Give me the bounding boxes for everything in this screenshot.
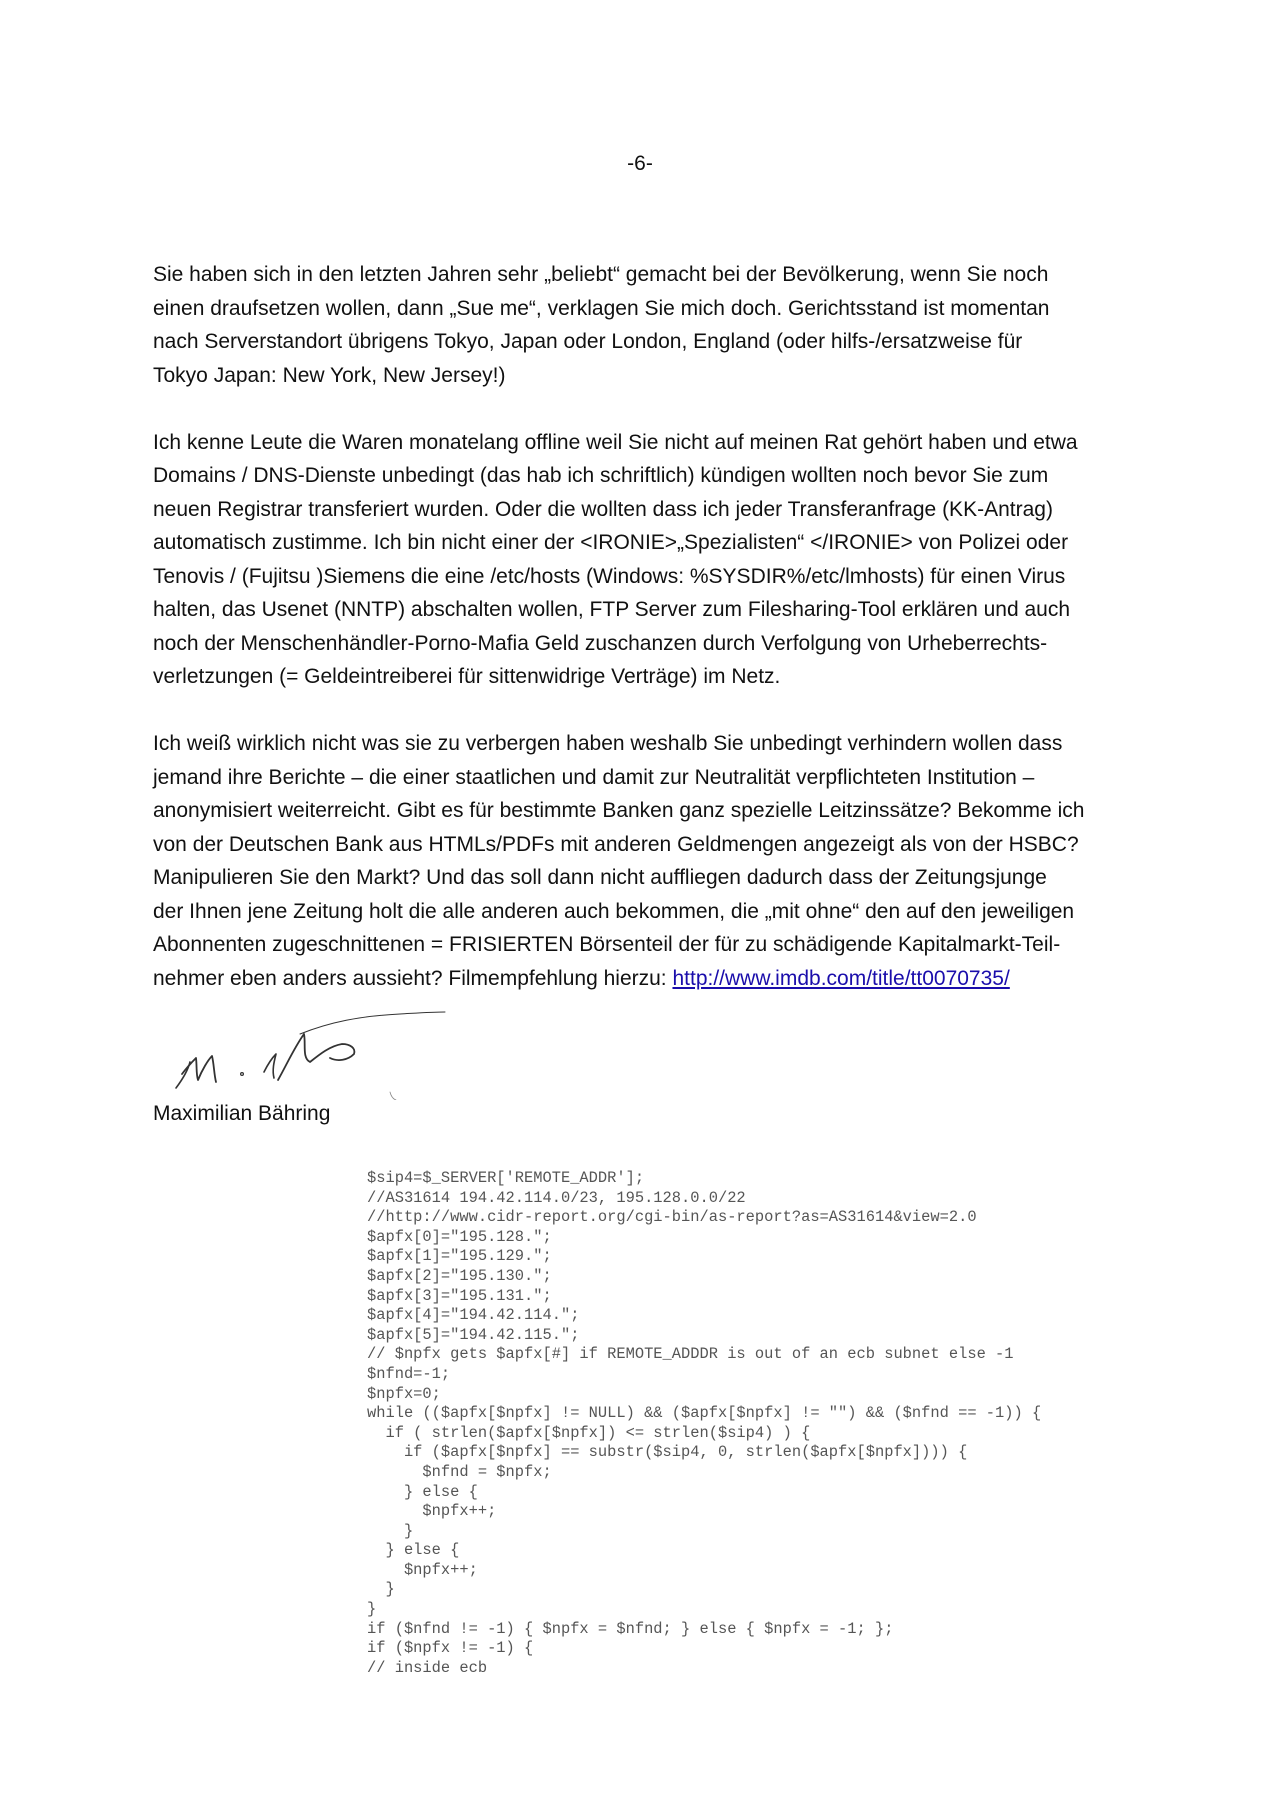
paragraph-1 [153, 258, 1133, 392]
code-line: $apfx[1]="195.129."; [367, 1247, 552, 1266]
text-line: von der Deutschen Bank aus HTMLs/PDFs mit anderen Geldmengen angezeigt als von der HSBC? [153, 832, 1079, 856]
code-listing [367, 1169, 1041, 1678]
code-line: //AS31614 194.42.114.0/23, 195.128.0.0/22 [367, 1188, 746, 1207]
text-line: noch der Menschenhändler-Porno-Mafia Geld zuschanzen durch Verfolgung von Urheberrechts- [153, 631, 1048, 655]
code-line: while (($apfx[$npfx] != NULL) && ($apfx[$npfx] != "") && ($nfnd == -1)) { [367, 1404, 1042, 1423]
text-line: Sie haben sich in den letzten Jahren sehr „beliebt“ gemacht bei der Bevölkerung, wenn Sie noch [153, 263, 1049, 286]
code-line: $sip4=$_SERVER['REMOTE_ADDR']; [367, 1169, 645, 1187]
text-line: halten, das Usenet (NNTP) abschalten wollen, FTP Server zum Filesharing-Tool erklären und auch [153, 598, 1071, 621]
text-line-with-link [153, 962, 1133, 996]
signature-strokes [176, 1012, 445, 1100]
text-line: einen draufsetzen wollen, dann „Sue me“, verklagen Sie mich doch. Gerichtsstand ist momentan [153, 296, 1050, 320]
handwritten-signature [160, 1000, 460, 1100]
signer-name: Maximilian Bähring [153, 1102, 331, 1125]
text-line: verletzungen (= Geldeintreiberei für sittenwidrige Verträge) im Netz. [153, 665, 781, 688]
code-line: $nfnd = $npfx; [367, 1462, 552, 1481]
film-recommendation-link[interactable]: http://www.imdb.com/title/tt0070735/ [672, 966, 1010, 990]
code-line: } else { [367, 1541, 460, 1560]
code-line: } [367, 1600, 377, 1619]
text-line: neuen Registrar transferiert wurden. Oder die wollten dass ich jeder Transferanfrage (KK-Antrag) [153, 497, 1053, 521]
text-line: anonymisiert weiterreicht. Gibt es für bestimmte Banken ganz spezielle Leitzinssätze? Bekomme ich [153, 799, 1085, 822]
text-segment: nehmer eben anders aussieht? Filmempfehlung hierzu: [153, 966, 673, 990]
text-line: der Ihnen jene Zeitung holt die alle anderen auch bekommen, die „mit ohne“ den auf den jeweiligen [153, 899, 1075, 923]
code-line: $apfx[4]="194.42.114."; [367, 1306, 580, 1325]
code-line: // inside ecb [367, 1658, 488, 1677]
text-line: Manipulieren Sie den Markt? Und das soll dann nicht auffliegen dadurch dass der Zeitungsjunge [153, 866, 1047, 889]
code-line: if ($apfx[$npfx] == substr($sip4, 0, strlen($apfx[$npfx]))) { [367, 1443, 968, 1462]
code-line: $npfx++; [367, 1502, 497, 1521]
text-line: automatisch zustimme. Ich bin nicht einer der <IRONIE>„Spezialisten“ </IRONIE> von Polizei oder [153, 531, 1069, 554]
code-line: $apfx[3]="195.131."; [367, 1286, 552, 1305]
text-line: Ich kenne Leute die Waren monatelang offline weil Sie nicht auf meinen Rat gehört haben und etwa [153, 430, 1078, 454]
paragraph-3 [153, 727, 1133, 995]
text-line: Tokyo Japan: New York, New Jersey!) [153, 363, 506, 387]
text-line: Tenovis / (Fujitsu )Siemens die eine /etc/hosts (Windows: %SYSDIR%/etc/lmhosts) für einen Virus [153, 564, 1066, 588]
code-line: if ( strlen($apfx[$npfx]) <= strlen($sip4) ) { [367, 1423, 811, 1442]
code-line: } else { [367, 1482, 478, 1501]
letter-body [153, 258, 1133, 1029]
paragraph-2 [153, 426, 1133, 694]
text-line: Ich weiß wirklich nicht was sie zu verbergen haben weshalb Sie unbedingt verhindern wollen dass [153, 732, 1063, 755]
code-line: $apfx[0]="195.128."; [367, 1227, 552, 1246]
code-line: } [367, 1580, 395, 1599]
code-line: } [367, 1521, 414, 1540]
code-line: $apfx[5]="194.42.115."; [367, 1325, 580, 1344]
text-line: Abonnenten zugeschnittenen = FRISIERTEN Börsenteil der für zu schädigende Kapitalmarkt-Teil- [153, 933, 1061, 956]
code-line: $npfx=0; [367, 1384, 441, 1403]
text-line: Domains / DNS-Dienste unbedingt (das hab ich schriftlich) kündigen wollten noch bevor Sie zum [153, 464, 1049, 487]
code-line: // $npfx gets $apfx[#] if REMOTE_ADDDR is out of an ecb subnet else -1 [367, 1345, 1014, 1364]
code-line: //http://www.cidr-report.org/cgi-bin/as-report?as=AS31614&view=2.0 [367, 1208, 977, 1227]
text-line: nach Serverstandort übrigens Tokyo, Japan oder London, England (oder hilfs-/ersatzweise für [153, 330, 1023, 353]
code-line: $apfx[2]="195.130."; [367, 1266, 552, 1285]
code-line: if ($npfx != -1) { [367, 1639, 534, 1658]
page-number: -6- [627, 152, 653, 175]
text-line: jemand ihre Berichte – die einer staatlichen und damit zur Neutralität verpflichteten Institution – [153, 765, 1035, 789]
code-line: $nfnd=-1; [367, 1364, 451, 1383]
code-line: if ($nfnd != -1) { $npfx = $nfnd; } else { $npfx = -1; }; [367, 1619, 894, 1638]
code-line: $npfx++; [367, 1560, 478, 1579]
